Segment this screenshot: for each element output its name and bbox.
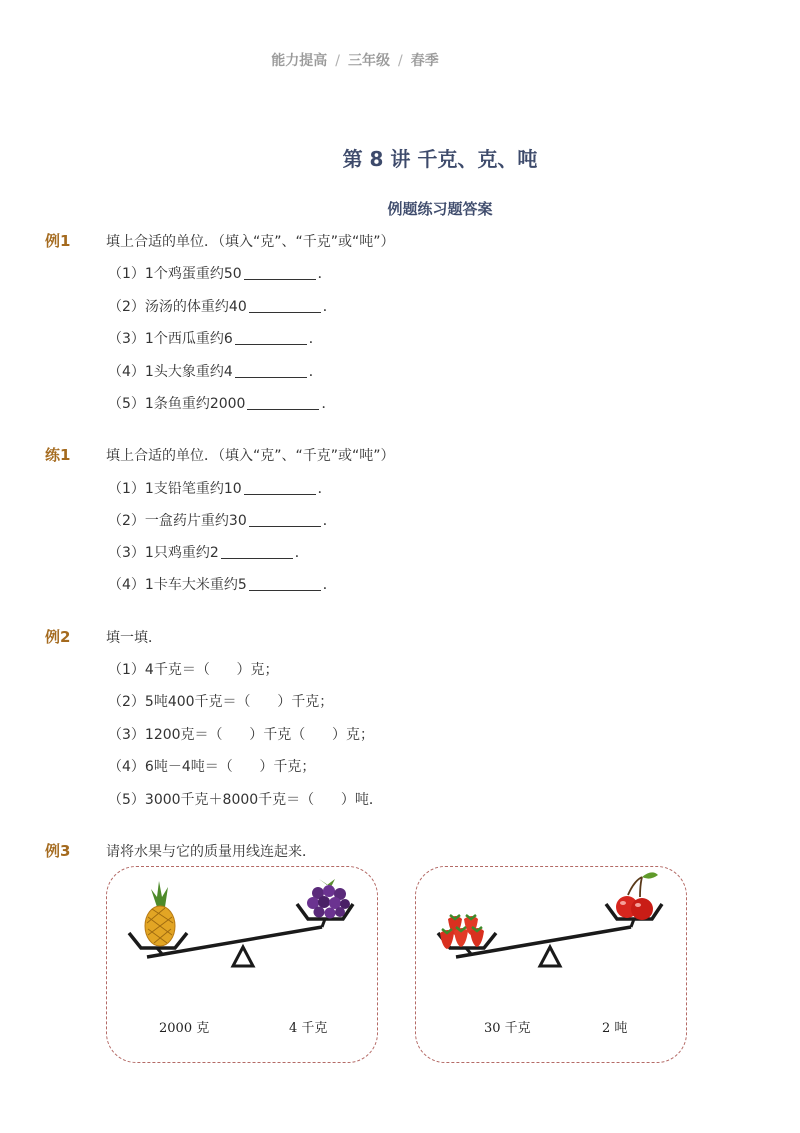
answer-blank[interactable] (235, 331, 307, 345)
question-item: （3）1200克＝（ ）千克（ ）克； (108, 727, 374, 743)
answer-blank[interactable] (221, 545, 293, 559)
item-text: （1）1个鸡蛋重约50 (108, 266, 242, 282)
item-text: （5）1条鱼重约2000 (108, 396, 246, 412)
question-stem: 填一填． (106, 630, 162, 646)
question-item: （5）3000千克＋8000千克＝（ ）吨． (108, 792, 383, 808)
blackberry-icon (307, 879, 350, 919)
question-item (108, 296, 337, 316)
strawberries-icon (440, 915, 484, 949)
answer-blank[interactable] (249, 513, 321, 527)
question-stem: 填上合适的单位．（填入“克”、“千克”或“吨”） (106, 448, 395, 464)
item-end: ． (322, 577, 337, 593)
answer-blank[interactable] (247, 396, 319, 410)
item-end: ． (322, 299, 337, 315)
breadcrumb-item: 春季 (410, 53, 439, 69)
question-item (108, 361, 323, 381)
answer-blank[interactable] (244, 481, 316, 495)
page-title: 第 8 讲 千克、克、吨 (342, 147, 538, 171)
balance-scale-card (106, 866, 378, 1063)
item-end: ． (317, 481, 332, 497)
item-text: （2）汤汤的体重约40 (108, 299, 247, 315)
item-text: （4）1卡车大米重约5 (108, 577, 247, 593)
pineapple-icon (145, 881, 175, 946)
balance-scale-icon (416, 867, 688, 1064)
question-label: 例1 (45, 232, 71, 250)
question-stem: 请将水果与它的质量用线连起来． (106, 844, 316, 860)
answer-blank[interactable] (249, 577, 321, 591)
item-text: （2）一盒药片重约30 (108, 513, 247, 529)
question-item: （4）6吨－4吨＝（ ）千克； (108, 759, 316, 775)
question-item: （2）5吨400千克＝（ ）千克； (108, 694, 334, 710)
answer-blank[interactable] (244, 266, 316, 280)
breadcrumb (0, 50, 710, 70)
question-item (108, 574, 337, 594)
item-text: （4）1头大象重约4 (108, 364, 233, 380)
item-end: ． (294, 545, 309, 561)
balance-scale-icon (107, 867, 379, 1064)
weight-label[interactable]: 4 千克 (289, 1021, 328, 1036)
question-item (108, 263, 332, 283)
item-text: （1）1支铅笔重约10 (108, 481, 242, 497)
answer-blank[interactable] (249, 299, 321, 313)
weight-label[interactable]: 2000 克 (159, 1021, 210, 1036)
answer-blank[interactable] (235, 364, 307, 378)
question-stem: 填上合适的单位．（填入“克”、“千克”或“吨”） (106, 234, 395, 250)
question-label: 例3 (45, 842, 71, 860)
balance-scale-card (415, 866, 687, 1063)
cherries-icon (616, 872, 658, 920)
item-end: ． (308, 331, 323, 347)
item-text: （3）1个西瓜重约6 (108, 331, 233, 347)
question-item (108, 478, 332, 498)
question-item (108, 542, 309, 562)
question-item (108, 510, 337, 530)
breadcrumb-item: 能力提高 (271, 53, 328, 69)
item-end: ． (308, 364, 323, 380)
question-item (108, 393, 335, 413)
weight-label[interactable]: 30 千克 (484, 1021, 531, 1036)
item-end: ． (322, 513, 337, 529)
weight-label[interactable]: 2 吨 (602, 1021, 628, 1036)
question-item (108, 328, 323, 348)
question-item: （1）4千克＝（ ）克； (108, 662, 279, 678)
question-label: 例2 (45, 628, 71, 646)
breadcrumb-separator: / (335, 53, 340, 69)
item-end: ． (317, 266, 332, 282)
section-title: 例题练习题答案 (387, 200, 493, 218)
breadcrumb-separator: / (398, 53, 403, 69)
question-label: 练1 (45, 446, 71, 464)
breadcrumb-item: 三年级 (348, 53, 390, 69)
item-text: （3）1只鸡重约2 (108, 545, 219, 561)
item-end: ． (321, 396, 336, 412)
